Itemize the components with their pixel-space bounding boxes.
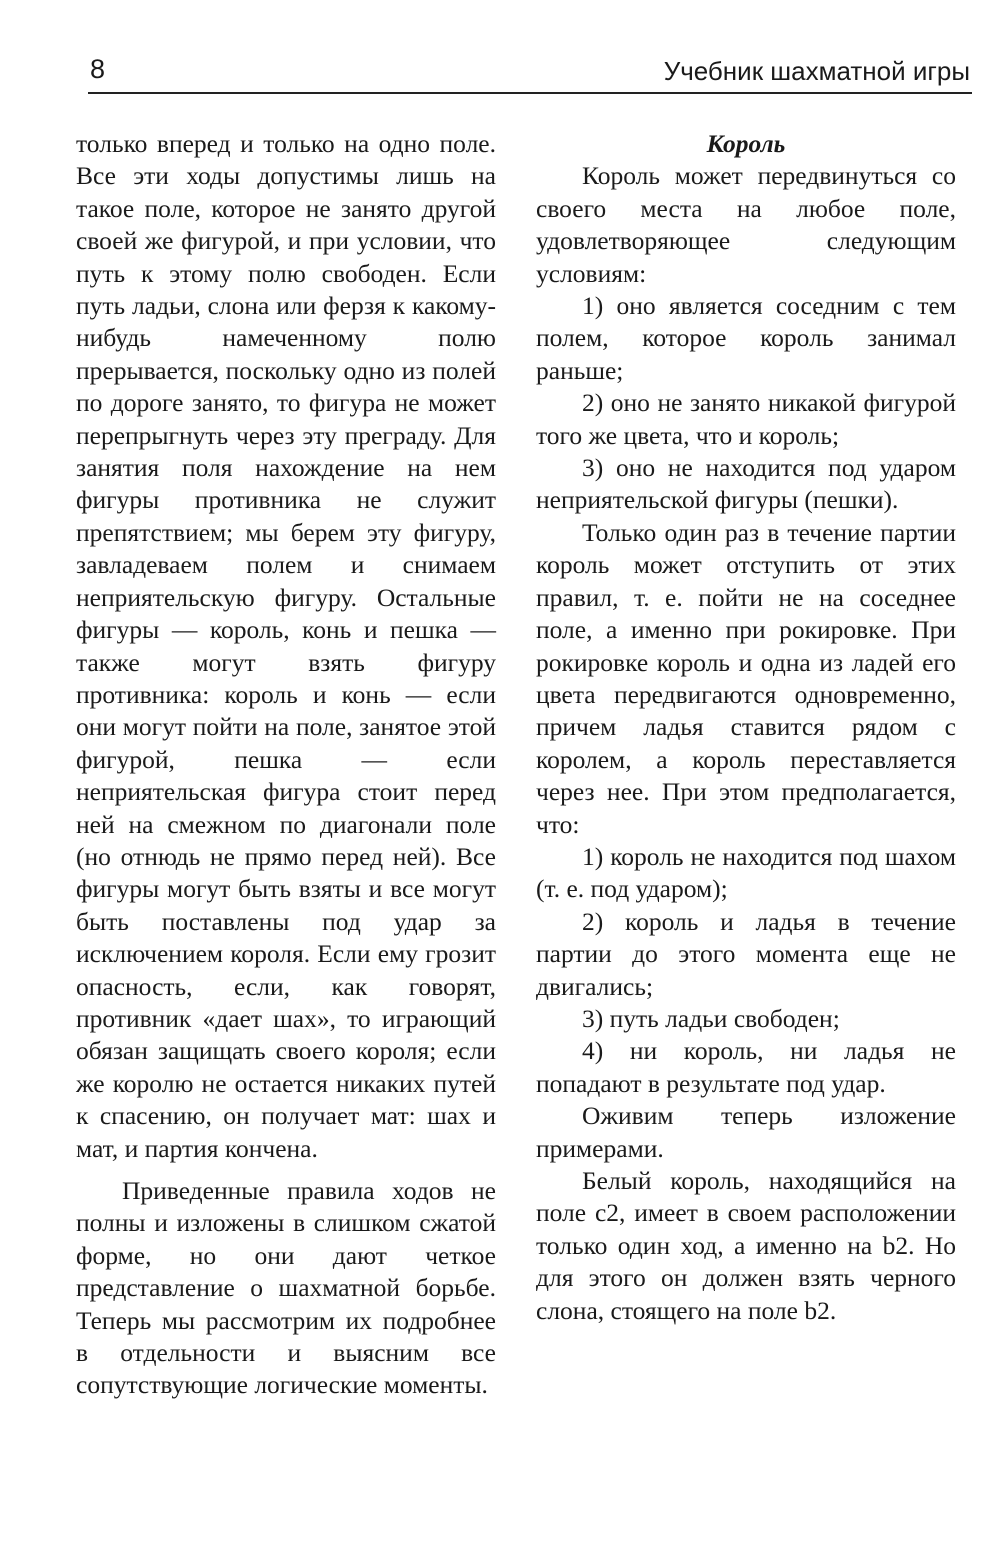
left-column <box>76 128 496 1402</box>
castling-condition-4: 4) ни король, ни ладья не попадают в результате под удар. <box>536 1036 956 1098</box>
right-paragraph-1: Король может передвинуться со своего места на любое поле, удовлетворяющее следующим условиям: <box>536 161 956 288</box>
condition-1: 1) оно является соседним с тем полем, которое король занимал раньше; <box>536 291 956 385</box>
left-paragraph-2: Приведенные правила ходов не полны и изложены в слишком сжатой форме, но они дают четкое представление о шахматной борьбе. Теперь мы рассмотрим их подробнее в отдельности и выясним все сопутствующие логические моменты. <box>76 1176 496 1400</box>
page-header <box>88 52 972 94</box>
castling-condition-3: 3) путь ладьи свободен; <box>582 1003 840 1033</box>
section-title-king: Король <box>706 129 786 158</box>
castling-condition-2: 2) король и ладья в течение партии до этого момента еще не двигались; <box>536 906 956 1001</box>
right-column <box>536 128 956 1327</box>
page-number: 8 <box>90 54 106 84</box>
right-paragraph-4: Белый король, находящийся на поле с2, имеет в своем расположении только один ход, а именно на b2. Но для этого он должен взять черного слона, стоящего на поле b2. <box>536 1166 956 1325</box>
castling-condition-1: 1) король не находится под шахом (т. е. под ударом); <box>536 841 956 904</box>
running-title: Учебник шахматной игры <box>663 56 970 86</box>
right-paragraph-3: Оживим теперь изложение примерами. <box>536 1101 956 1163</box>
condition-2: 2) оно не занято никакой фигурой того же цвета, что и король; <box>536 388 956 450</box>
right-paragraph-2: Только один раз в течение партии король может отступить от этих правил, т. е. пойти не на соседнее поле, а именно при рокировке. При рокировке король и одна из ладей его цвета передвигаются одновременно, причем ладья ставится рядом с королем, а король переставляется через нее. При этом предполагается, что: <box>536 517 956 839</box>
condition-3: 3) оно не находится под ударом неприятельской фигуры (пешки). <box>536 453 956 515</box>
left-paragraph-1: только вперед и только на одно поле. Все эти ходы допустимы лишь на такое поле, которое не занято другой своей же фигурой, и при условии, что путь к этому полю свободен. Если путь ладьи, слона или ферзя к какому-нибудь намеченному полю прерывается, поскольку одно из полей по дороге занято, то фигура не может перепрыгнуть через эту преграду. Для занятия поля нахождение на нем фигуры противника не служит препятствием; мы берем эту фигуру, завладеваем полем и снимаем неприятельскую фигуру. Остальные фигуры — король, конь и пешка — также могут взять фигуру противника: король и конь — если они могут пойти на поле, занятое этой фигурой, пешка — если неприятельская фигура стоит перед ней на смежном по диагонали поле (но отнюдь не прямо перед ней). Все фигуры могут быть взяты и все могут быть поставлены под удар за исключением короля. Если ему грозит опасность, если, как говорят, противник «дает шах», то играющий обязан защищать своего короля; если же королю не остается никаких путей к спасению, он получает мат: шах и мат, и партия кончена. <box>76 129 496 1163</box>
